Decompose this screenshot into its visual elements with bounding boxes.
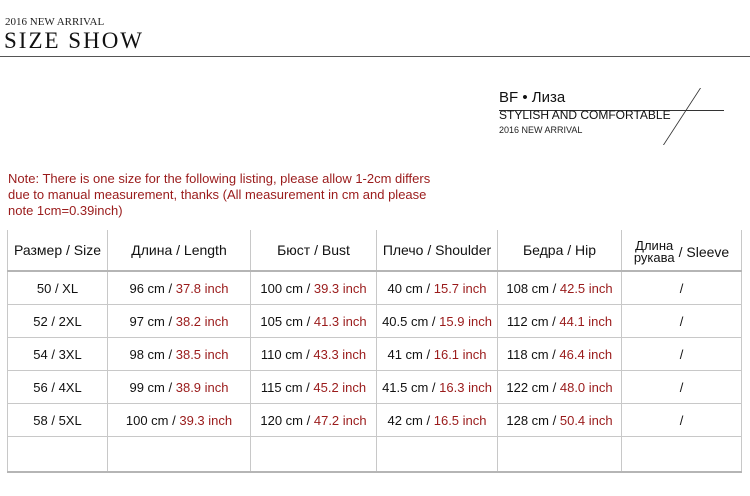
cell-length: 100 cm / 39.3 inch: [108, 404, 251, 437]
cell-hip: 108 cm / 42.5 inch: [498, 271, 622, 305]
cell-bust: 120 cm / 47.2 inch: [251, 404, 377, 437]
header-size: Размер / Size: [8, 230, 108, 271]
cell-sleeve: /: [622, 404, 742, 437]
cell-bust: 105 cm / 41.3 inch: [251, 305, 377, 338]
table-row-empty: [8, 437, 742, 473]
table-row: [8, 371, 742, 404]
page-title: SIZE SHOW: [4, 28, 145, 53]
cell-shoulder: 42 cm / 16.5 inch: [377, 404, 498, 437]
cell-bust: 100 cm / 39.3 inch: [251, 271, 377, 305]
measurement-note: Note: There is one size for the following listing, please allow 1-2cm differs due to manual measurement, thanks (All measurement in cm and please note 1cm=0.39inch): [8, 171, 431, 218]
cell-bust: 110 cm / 43.3 inch: [251, 338, 377, 371]
table-header-row: [8, 230, 742, 271]
header-hip: Бедра / Hip: [498, 230, 622, 271]
header-subtitle: 2016 NEW ARRIVAL: [5, 16, 105, 28]
cell-length: 99 cm / 38.9 inch: [108, 371, 251, 404]
cell-shoulder: 41.5 cm / 16.3 inch: [377, 371, 498, 404]
header-sleeve-ru: Длина рукава: [633, 237, 675, 265]
cell-shoulder: 40 cm / 15.7 inch: [377, 271, 498, 305]
table-row: [8, 404, 742, 437]
brand-tagline: STYLISH AND COMFORTABLE: [499, 108, 671, 122]
brand-block: [499, 89, 671, 135]
brand-year: 2016 NEW ARRIVAL: [499, 125, 583, 135]
header-sleeve: [622, 230, 742, 271]
cell-size: 58 / 5XL: [8, 404, 108, 437]
table-row: [8, 338, 742, 371]
brand-name: BF • Лиза: [499, 89, 566, 106]
header-shoulder: Плечо / Shoulder: [377, 230, 498, 271]
cell-shoulder: 40.5 cm / 15.9 inch: [377, 305, 498, 338]
cell-length: 96 cm / 37.8 inch: [108, 271, 251, 305]
header-length: Длина / Length: [108, 230, 251, 271]
cell-sleeve: /: [622, 371, 742, 404]
cell-empty: [8, 437, 108, 473]
cell-hip: 128 cm / 50.4 inch: [498, 404, 622, 437]
cell-sleeve: /: [622, 271, 742, 305]
cell-size: 52 / 2XL: [8, 305, 108, 338]
table-row: [8, 305, 742, 338]
cell-empty: [622, 437, 742, 473]
cell-size: 54 / 3XL: [8, 338, 108, 371]
cell-length: 98 cm / 38.5 inch: [108, 338, 251, 371]
cell-hip: 122 cm / 48.0 inch: [498, 371, 622, 404]
cell-size: 50 / XL: [8, 271, 108, 305]
cell-sleeve: /: [622, 305, 742, 338]
cell-empty: [498, 437, 622, 473]
cell-sleeve: /: [622, 338, 742, 371]
cell-bust: 115 cm / 45.2 inch: [251, 371, 377, 404]
header-bust: Бюст / Bust: [251, 230, 377, 271]
cell-shoulder: 41 cm / 16.1 inch: [377, 338, 498, 371]
cell-size: 56 / 4XL: [8, 371, 108, 404]
header-sleeve-en: / Sleeve: [678, 243, 730, 260]
header-divider: [0, 56, 750, 57]
cell-empty: [108, 437, 251, 473]
cell-empty: [377, 437, 498, 473]
cell-empty: [251, 437, 377, 473]
cell-length: 97 cm / 38.2 inch: [108, 305, 251, 338]
table-row: [8, 271, 742, 305]
cell-hip: 118 cm / 46.4 inch: [498, 338, 622, 371]
cell-hip: 112 cm / 44.1 inch: [498, 305, 622, 338]
size-table: [7, 230, 742, 473]
